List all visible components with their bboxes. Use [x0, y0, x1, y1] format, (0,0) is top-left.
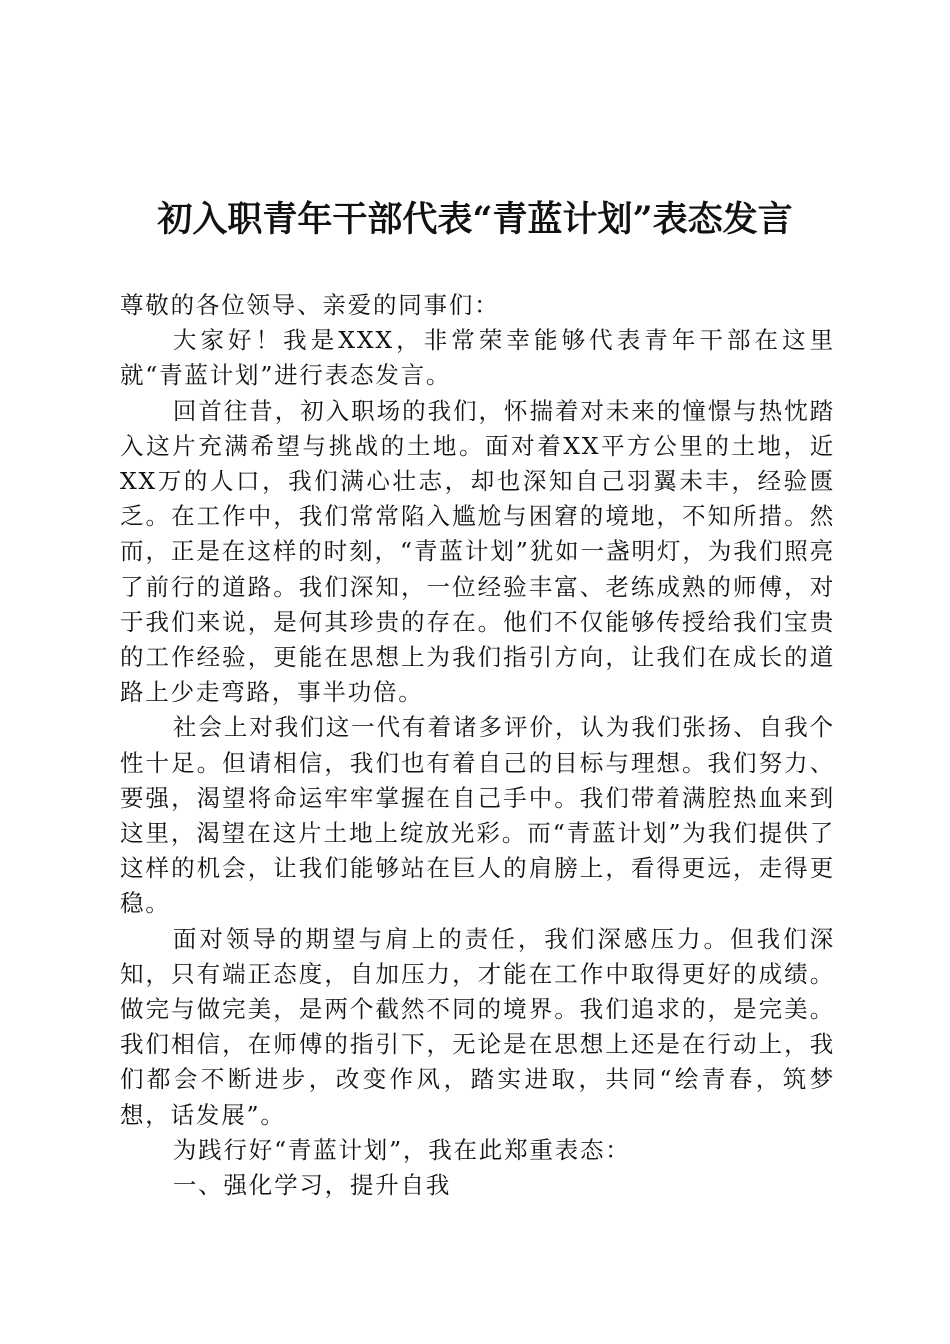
paragraph-greeting: 大家好！我是XXX，非常荣幸能够代表青年干部在这里就“青蓝计划”进行表态发言。	[120, 326, 835, 390]
paragraph-pledge-intro: 为践行好“青蓝计划”，我在此郑重表态：	[172, 1135, 631, 1164]
paragraph-responsibility: 面对领导的期望与肩上的责任，我们深感压力。但我们深知，只有端正态度，自加压力，才能在工作中取得更好的成绩。做完与做完美，是两个截然不同的境界。我们追求的，是完美。我们相信，在师傅的指引下，无论是在思想上还是在行动上，我们都会不断进步，改变作风，踏实进取，共同“绘青春，筑梦想，话发展”。	[120, 924, 835, 1129]
paragraph-generation: 社会上对我们这一代有着诸多评价，认为我们张扬、自我个性十足。但请相信，我们也有着自己的目标与理想。我们努力、要强，渴望将命运牢牢掌握在自己手中。我们带着满腔热血来到这里，渴望在这片土地上绽放光彩。而“青蓝计划”为我们提供了这样的机会，让我们能够站在巨人的肩膀上，看得更远，走得更稳。	[120, 713, 835, 918]
section-heading-1: 一、强化学习，提升自我	[172, 1171, 452, 1200]
salutation: 尊敬的各位领导、亲爱的同事们：	[120, 291, 500, 319]
document-title: 初入职青年干部代表“青蓝计划”表态发言	[157, 199, 793, 240]
paragraph-retrospect: 回首往昔，初入职场的我们，怀揣着对未来的憧憬与热忱踏入这片充满希望与挑战的土地。面对着XX平方公里的土地，近XX万的人口，我们满心壮志，却也深知自己羽翼未丰，经验匮乏。在工作中，我们常常陷入尴尬与困窘的境地，不知所措。然而，正是在这样的时刻，“青蓝计划”犹如一盏明灯，为我们照亮了前行的道路。我们深知，一位经验丰富、老练成熟的师傅，对于我们来说，是何其珍贵的存在。他们不仅能够传授给我们宝贵的工作经验，更能在思想上为我们指引方向，让我们在成长的道路上少走弯路，事半功倍。	[120, 396, 835, 707]
document-body	[120, 288, 835, 1203]
